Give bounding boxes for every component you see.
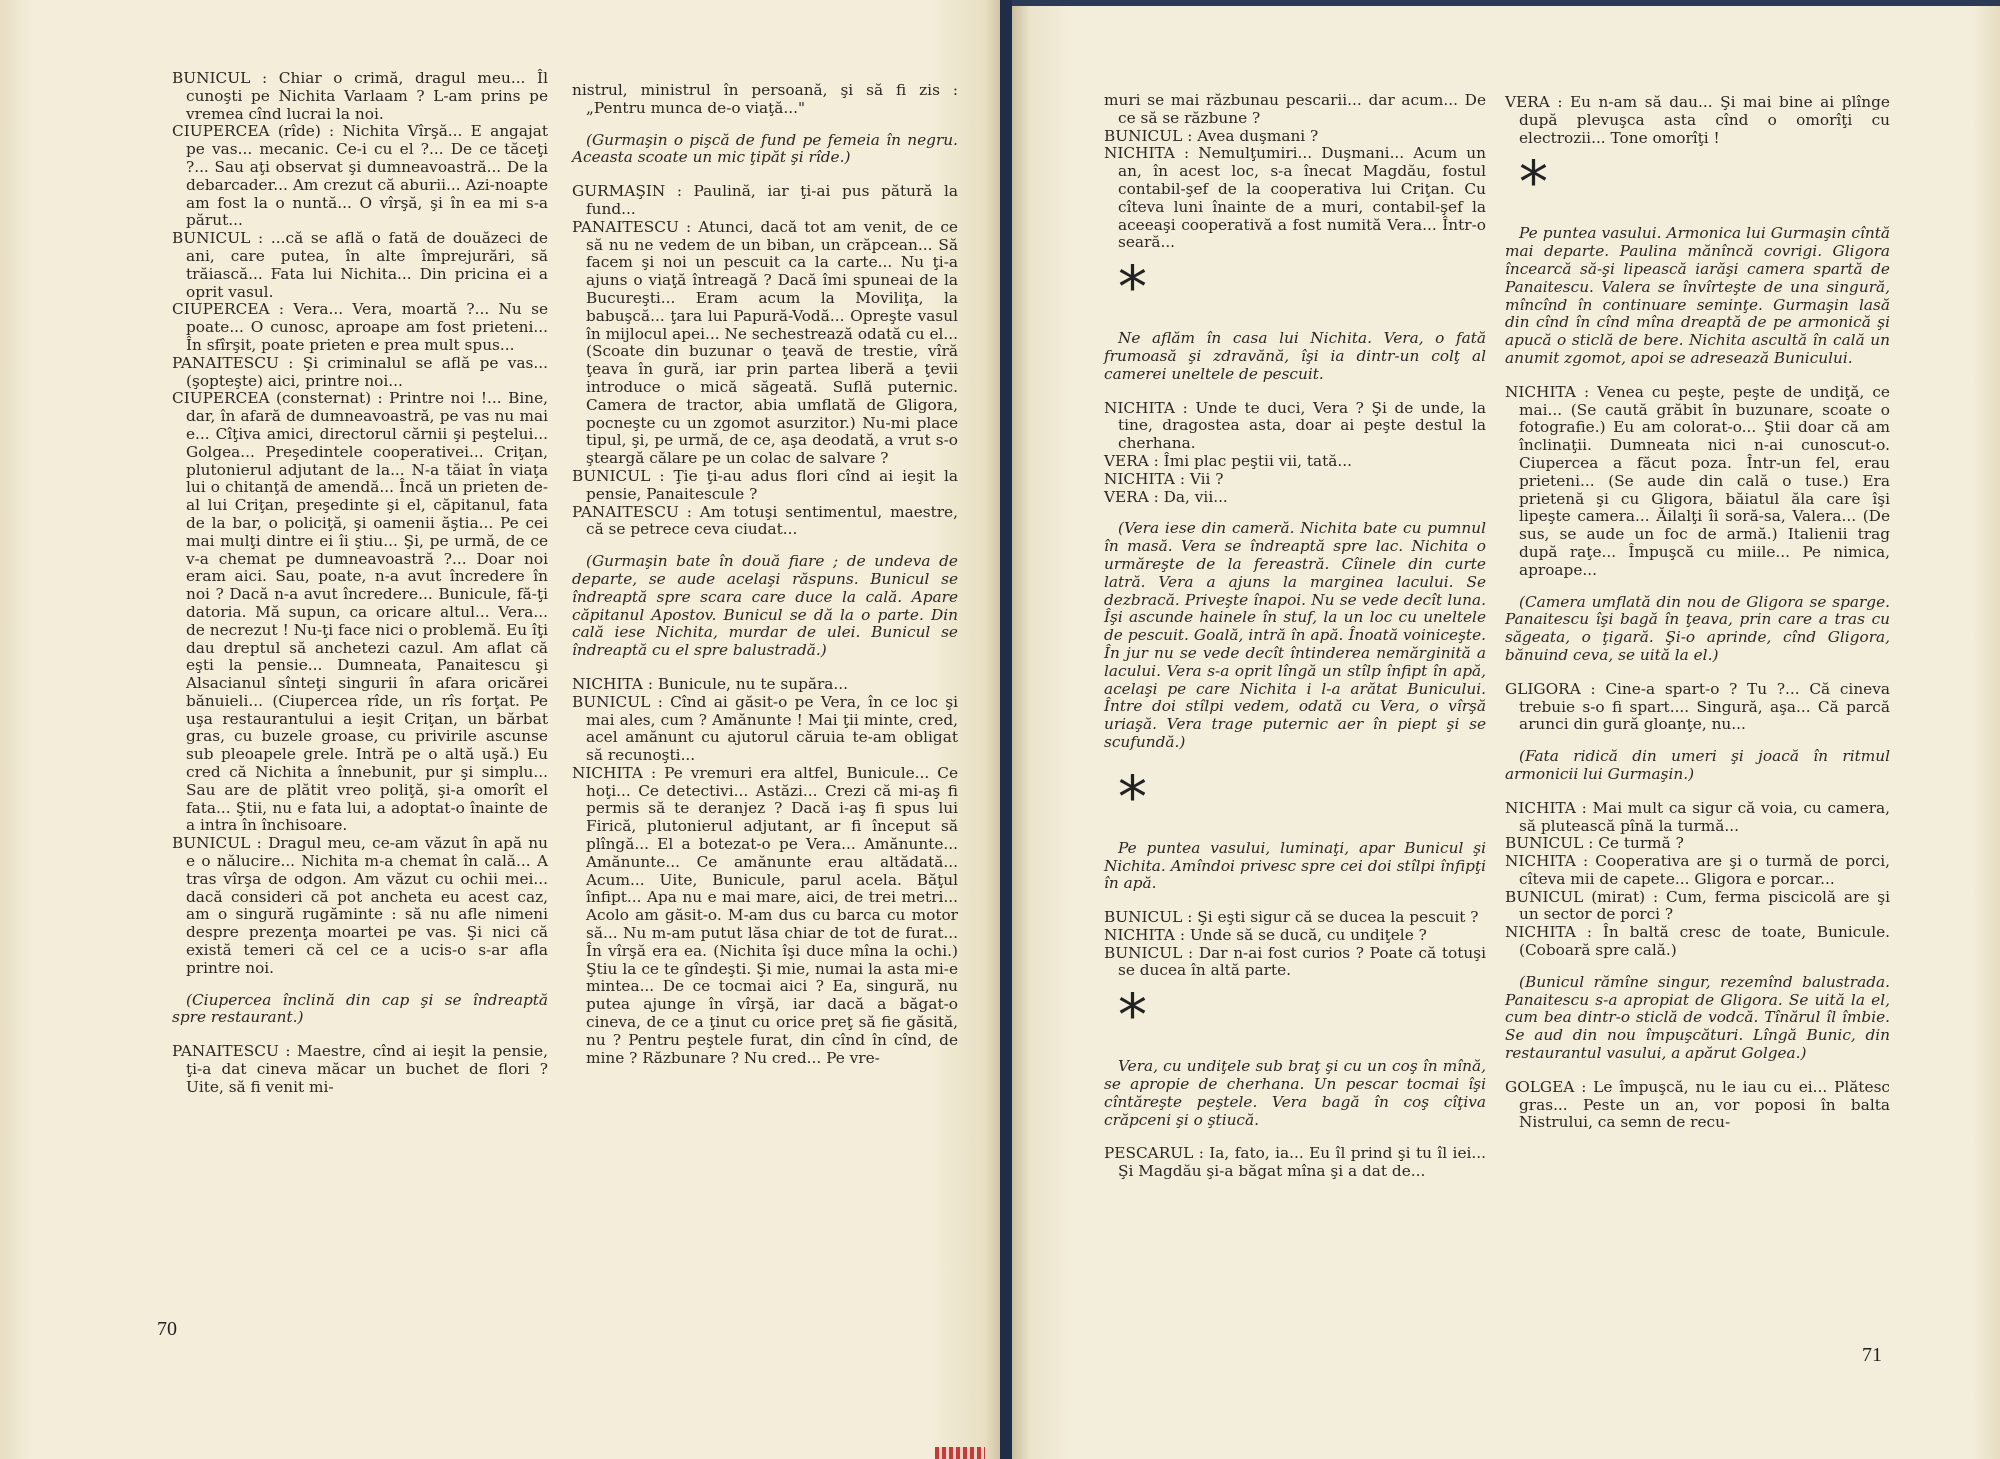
- dialogue-text: : Ce turmă ?: [1588, 834, 1684, 853]
- scene-break-asterisk: *: [1118, 253, 1147, 322]
- stage-direction: (Gurmaşin bate în două fiare ; de undeva de departe, se aude acelaşi răspuns. Bunicul se îndreaptă spre scara care duce la cală. Apare căpitanul Apostov. Bunicul se dă la o parte. Din cală iese Nichita, murdar de ulei. Bunicul se îndreaptă cu el spre balustradă.): [572, 552, 958, 660]
- speaker-name: BUNICUL: [1505, 887, 1584, 906]
- speaker-name: NICHITA: [1505, 798, 1576, 817]
- dialogue-line: [1505, 835, 1890, 853]
- left-page-column-2: [572, 82, 958, 1067]
- dialogue-text: : Atunci, dacă tot am venit, de ce să nu ne vedem de un biban, un crăpcean... Să facem şi noi un pescuit ca la carte... Nu ţi-a ajuns o viaţă întreagă ? Dacă îmi spuneai de la Bucureşti... Eram acum la Moviliţa, la babuşcă... ţara lui Papură-Vodă... Opreşte vasul în mijlocul apei... Ne sechestrează odată cu el... (Scoate din buzunar o ţeavă de trestie, vîră ţeava în gură, iar prin partea liberă a ţevii introduce o mică săgeată. Suflă puternic. Camera de tractor, abia umflată de Gligora, pocneşte cu un zgomot asurzitor.) Nu-mi place tipul, şi, pe urmă, de ce, aşa deodată, a vrut s-o şteargă călare pe un colac de salvare ?: [586, 217, 958, 468]
- dialogue-text: : Am totuşi sentimentul, maestre, că se petrece ceva ciudat...: [586, 502, 958, 539]
- dialogue-line: [572, 219, 958, 468]
- dialogue-text: : Dar n-ai fost curios ? Poate că totuşi se ducea în altă parte.: [1118, 943, 1486, 980]
- right-page-column-2: [1505, 94, 1890, 1132]
- dialogue-line: [172, 390, 548, 835]
- binding-tag: [935, 1447, 985, 1459]
- dialogue-line: [1104, 927, 1486, 945]
- speaker-name: CIUPERCEA: [172, 300, 270, 319]
- speaker-name: BUNICUL: [572, 466, 651, 485]
- speaker-name: GURMAŞIN: [572, 182, 666, 201]
- dialogue-line: [172, 230, 548, 301]
- dialogue-text: : Eu n-am să dau... Şi mai bine ai plînge după plevuşca asta cînd o omorîţi cu electrozii... Tone omorîţi !: [1519, 93, 1890, 147]
- dialogue-line: [1104, 471, 1486, 489]
- speaker-name: BUNICUL: [172, 69, 251, 87]
- speaker-name: NICHITA: [1505, 923, 1576, 942]
- dialogue-text: : Şi eşti sigur că se ducea la pescuit ?: [1187, 908, 1479, 927]
- dialogue-text: : Cine-a spart-o ? Tu ?... Că cineva trebuie s-o fi spart.... Singură, aşa... Că parcă arunci din gură gloanţe, nu...: [1519, 679, 1890, 734]
- speaker-name: BUNICUL: [1104, 126, 1183, 145]
- dialogue-text: (consternat) : Printre noi !... Bine, dar, în afară de dumneavoastră, pe vas nu mai e... Cîţiva amici, directorul cărnii şi peştelui... Golgea... Preşedintele cooperativei... Criţan, plutonierul adjutant de la... N-a tăiat în viaţa lui o chitanţă de amendă... Încă un prieten de-al lui Criţan, preşedinte şi el, căpitanul, fata de la bar, o policiţă, şi oamenii ăştia... Pe cei mai mulţi dintre ei îi ştiu... Şi, pe urmă, de ce v-a chemat pe dumneavoastră ?... Doar noi eram aici. Sau, poate, n-a avut încredere în noi ? Dacă n-a avut încredere... Bunicule, fă-ţi datoria. Mă supun, ca oricare altul... Vera... de necrezut ! Nu-ţi face nici o problemă. Eu îţi dau dreptul să anchetezi cazul. Am aflat că eşti la pensie... Dumneata, Panaitescu şi Alsacianul sînteţi singurii în afara oricărei bănuieli... (Ciupercea rîde, un rîs forţat. Pe uşa restaurantului a ieşit Criţan, un bărbat gras, cu buzele groase, cu privirile ascunse sub pleoapele grele. Intră pe o altă uşă.) Eu cred că Nichita a înnebunit, pur şi simplu... Sau are de plătit vreo poliţă, şi-a omorît el fata... Ştii, nu e fata lui, a adoptat-o înainte de a intra în închisoare.: [186, 389, 548, 835]
- scene-break-asterisk: *: [1118, 981, 1147, 1050]
- speaker-name: NICHITA: [1104, 398, 1175, 417]
- dialogue-text: : În baltă cresc de toate, Bunicule. (Coboară spre cală.): [1519, 923, 1890, 960]
- stage-direction: (Fata ridică din umeri şi joacă în ritmul armonicii lui Gurmaşin.): [1505, 747, 1890, 783]
- dialogue-text: nistrul, ministrul în persoană, şi să fi zis : „Pentru munca de-o viaţă...": [572, 81, 958, 117]
- dialogue-line: [1104, 92, 1486, 128]
- dialogue-text: : Cooperativa are şi o turmă de porci, cîteva mii de capete... Gligora e porcar...: [1519, 852, 1890, 888]
- page-number: 70: [157, 1318, 177, 1340]
- speaker-name: NICHITA: [1505, 852, 1576, 871]
- speaker-name: PANAITESCU: [572, 502, 679, 521]
- speaker-name: NICHITA: [1104, 925, 1175, 944]
- dialogue-line: [572, 82, 958, 118]
- speaker-name: GOLGEA: [1505, 1077, 1575, 1096]
- right-page: [1012, 6, 2000, 1459]
- speaker-name: VERA: [1104, 487, 1149, 506]
- speaker-name: CIUPERCEA: [172, 122, 270, 141]
- dialogue-text: : Îmi plac peştii vii, tată...: [1153, 451, 1352, 470]
- stage-direction: (Vera iese din cameră. Nichita bate cu pumnul în masă. Vera se îndreaptă spre lac. Nichita o urmăreşte de la fereastră. Cîinele din curte latră. Vera a ajuns la marginea lacului. Se dezbracă. Priveşte înapoi. Nu se vede decît luna. Îşi ascunde hainele în stuf, la un loc cu uneltele de pescuit. Goală, intră în apă. Înoată voiniceşte. În jur nu se vede decît întinderea nemărginită a lacului. Vera s-a oprit lîngă un stîlp înfipt în apă, acelaşi pe care Nichita i l-a arătat Bunicului. Între doi stîlpi vedem, odată cu Vera, o vîrşă uriaşă. Vera trage puternic aer în piept şi se scufundă.): [1104, 519, 1486, 751]
- speaker-name: NICHITA: [1104, 469, 1175, 488]
- dialogue-text: : Avea duşmani ?: [1187, 126, 1319, 145]
- dialogue-text: : Le împuşcă, nu le iau cu ei... Plătesc gras... Peste un an, vor poposi în balta Nistrului, ca semn de recu-: [1519, 1077, 1890, 1132]
- dialogue-text: : Ia, fato, ia... Eu îl prind şi tu îl iei... Şi Magdău şi-a băgat mîna şi a dat de...: [1118, 1144, 1486, 1181]
- speaker-name: CIUPERCEA: [172, 389, 270, 408]
- stage-direction: (Ciupercea înclină din cap şi se îndreaptă spre restaurant.): [172, 990, 548, 1027]
- dialogue-line: [1104, 909, 1486, 927]
- dialogue-line: [572, 468, 958, 504]
- speaker-name: NICHITA: [1104, 144, 1175, 163]
- dialogue-line: [1104, 128, 1486, 146]
- dialogue-text: : Bunicule, nu te supăra...: [647, 674, 849, 693]
- speaker-name: PANAITESCU: [572, 217, 679, 236]
- speaker-name: PANAITESCU: [172, 1042, 279, 1061]
- dialogue-line: [1104, 945, 1486, 981]
- dialogue-line: [1505, 853, 1890, 889]
- dialogue-line: [572, 504, 958, 540]
- speaker-name: GLIGORA: [1505, 679, 1581, 698]
- speaker-name: NICHITA: [572, 674, 643, 693]
- speaker-name: BUNICUL: [172, 229, 251, 248]
- speaker-name: BUNICUL: [1104, 943, 1183, 962]
- dialogue-text: : Şi criminalul se află pe vas... (şopteşte) aici, printre noi...: [186, 353, 548, 390]
- dialogue-line: [1505, 800, 1890, 836]
- dialogue-text: : Da, vii...: [1153, 487, 1228, 506]
- stage-direction: Ne aflăm în casa lui Nichita. Vera, o fată frumoasă şi zdravănă, îşi ia dintr-un colţ al camerei uneltele de pescuit.: [1104, 329, 1486, 383]
- dialogue-line: [172, 355, 548, 391]
- dialogue-text: : Pe vremuri era altfel, Bunicule... Ce hoţi... Ce detectivi... Astăzi... Crezi că mi-aş fi permis să te deranjez ? Dacă i-aş fi spus lui Firică, plutonierul adjutant, ar fi început să plîngă... El a botezat-o pe Vera... Amănunte... Amănunte... Ce amănunte erau altădată... Acum... Uite, Bunicule, parul acela. Băţul înfipt... Apa nu e mai mare, aici, de trei metri... Acolo am găsit-o. M-am dus cu barca cu motor să... Nu m-am putut lăsa chiar de tot de furat... În vîrşă era ea. (Nichita îşi duce mîna la ochi.) Ştiu la ce te gîndeşti. Şi mie, numai la asta mi-e mintea... De ce tocmai aici ? Ea, singură, nu putea ajunge în vîrşă, iar dacă a băgat-o cineva, de ce a ţinut cu orice preţ să fie găsită, nu ? Pentru peştele furat, din cînd în cînd, de mine ? Răzbunare ? Nu cred... Pe vre-: [586, 763, 958, 1067]
- scene-break-asterisk: *: [1519, 148, 1548, 217]
- dialogue-line: [1505, 1079, 1890, 1132]
- dialogue-text: : Vii ?: [1179, 469, 1224, 488]
- dialogue-line: [572, 183, 958, 219]
- speaker-name: BUNICUL: [1104, 908, 1183, 927]
- page-number: 71: [1862, 1344, 1882, 1366]
- stage-direction: (Gurmaşin o pişcă de fund pe femeia în negru. Aceasta scoate un mic ţipăt şi rîde.): [572, 130, 958, 167]
- dialogue-line: [1104, 400, 1486, 453]
- speaker-name: PANAITESCU: [172, 353, 279, 372]
- dialogue-text: : Cînd ai găsit-o pe Vera, în ce loc şi mai ales, cum ? Amănunte ! Mai ţii minte, cred, acel amănunt cu ajutorul căruia te-am obligat să recunoşti...: [586, 692, 958, 765]
- speaker-name: VERA: [1104, 451, 1149, 470]
- dialogue-text: : Ţie ţi-au adus flori cînd ai ieşit la pensie, Panaitescule ?: [586, 466, 958, 503]
- dialogue-text: (mirat) : Cum, ferma piscicolă are şi un sector de porci ?: [1519, 887, 1890, 924]
- dialogue-text: : Unde să se ducă, cu undiţele ?: [1179, 925, 1427, 944]
- dialogue-text: : Paulină, iar ţi-ai pus pătură la fund...: [586, 182, 958, 218]
- dialogue-line: [172, 1043, 548, 1096]
- speaker-name: VERA: [1505, 93, 1550, 111]
- speaker-name: BUNICUL: [172, 834, 251, 853]
- dialogue-text: : Dragul meu, ce-am văzut în apă nu e o nălucire... Nichita m-a chemat în cală... A tras vîrşa de odgon. Am văzut cu ochii mei... dacă consideri că pot ancheta eu acest caz, am o singură rugăminte : să nu afle nimeni despre prezenţa moartei pe vas. Şi nici că există temeri că cel ce a ucis-o s-ar afla printre noi.: [186, 834, 548, 977]
- dialogue-text: : Mai mult ca sigur că voia, cu camera, să plutească pînă la turmă...: [1519, 798, 1890, 835]
- stage-direction: (Camera umflată din nou de Gligora se sparge. Panaitescu îşi bagă în ţeava, prin care a tras cu săgeata, o ţigară. Şi-o aprinde, cînd Gligora, bănuind ceva, se uită la el.): [1505, 592, 1890, 664]
- stage-direction: Vera, cu undiţele sub braţ şi cu un coş în mînă, se apropie de cherhana. Un pescar tocmai îşi cîntăreşte peştele. Vera bagă în coş cîţiva crăpceni şi o ştiucă.: [1104, 1057, 1486, 1129]
- dialogue-line: [172, 835, 548, 977]
- speaker-name: NICHITA: [1505, 382, 1576, 401]
- dialogue-line: [1104, 453, 1486, 471]
- left-page-column-1: [172, 70, 548, 1097]
- speaker-name: BUNICUL: [572, 692, 651, 711]
- stage-direction: Pe puntea vasului, luminaţi, apar Bunicul şi Nichita. Amîndoi privesc spre cei doi stîlpi înfipţi în apă.: [1104, 838, 1486, 893]
- speaker-name: NICHITA: [572, 763, 643, 782]
- dialogue-text: (rîde) : Nichita Vîrşă... E angajat pe vas... mecanic. Ce-i cu el ?... De ce tăceţi ?... Sau aţi observat şi dumneavoastră... De la debarcader... Am crezut că aburii... Azi-noapte am fost la o nuntă... O vîrşă, şi în ea mi s-a părut...: [186, 122, 548, 230]
- stage-direction: (Bunicul rămîne singur, rezemînd balustrada. Panaitescu s-a apropiat de Gligora. Se uită la el, cum bea dintr-o sticlă de vodcă. Tînărul îl îmbie. Se aud din nou împuşcături. Lîngă Bunic, din restaurantul vasului, a apărut Golgea.): [1505, 972, 1890, 1063]
- dialogue-line: [1505, 384, 1890, 580]
- book-spine: [1000, 0, 1012, 1459]
- dialogue-line: [172, 70, 548, 123]
- dialogue-line: [1505, 94, 1890, 147]
- dialogue-line: [1505, 924, 1890, 960]
- dialogue-line: [1505, 889, 1890, 925]
- dialogue-text: : Unde te duci, Vera ? Şi de unde, la tine, dragostea asta, doar ai peşte destul la cherhana.: [1118, 398, 1486, 453]
- dialogue-line: [172, 301, 548, 354]
- dialogue-text: : ...că se află o fată de douăzeci de ani, care putea, în alte împrejurări, să trăiască... Fata lui Nichita... Din pricina ei a oprit vasul.: [186, 229, 548, 301]
- dialogue-line: [172, 123, 548, 230]
- dialogue-line: [1104, 1145, 1486, 1181]
- dialogue-line: [1104, 489, 1486, 507]
- dialogue-text: : Chiar o crimă, dragul meu... Îl cunoşti pe Nichita Varlaam ? L-am prins pe vremea cînd lucrai la noi.: [186, 69, 548, 123]
- scene-break-asterisk: *: [1118, 762, 1147, 831]
- speaker-name: BUNICUL: [1505, 834, 1584, 853]
- dialogue-line: [1104, 145, 1486, 252]
- dialogue-text: : Maestre, cînd ai ieşit la pensie, ţi-a dat cineva măcar un buchet de flori ? Uite, să fi venit mi-: [186, 1042, 548, 1096]
- dialogue-text: : Nemulţumiri... Duşmani... Acum un an, în acest loc, s-a înecat Magdău, fostul contabil-şef de la cooperativa lui Criţan. Cu cîteva luni înainte de a muri, contabil-şef la aceeaşi cooperativă a fost numită Vera... Într-o seară...: [1118, 144, 1486, 252]
- dialogue-line: [572, 676, 958, 694]
- speaker-name: PESCARUL: [1104, 1144, 1194, 1163]
- dialogue-text: muri se mai răzbunau pescarii... dar acum... De ce să se răzbune ?: [1104, 91, 1486, 127]
- dialogue-line: [572, 694, 958, 765]
- dialogue-line: [572, 765, 958, 1068]
- dialogue-text: : Vera... Vera, moartă ?... Nu se poate... O cunosc, aproape am fost prieteni... În sfîrşit, poate prieten e prea mult spus...: [186, 300, 548, 354]
- dialogue-line: [1505, 681, 1890, 734]
- dialogue-text: : Venea cu peşte, peşte de undiţă, ce mai... (Se caută grăbit în buzunare, scoate o fotografie.) Eu am colorat-o... Ştii doar că am înclinaţii. Dumneata nici n-ai cunoscut-o. Ciupercea a făcut poza. Într-un fel, erau prieteni... (Se aude din cală o tuse.) Era prietenă şi cu Gligora, băiatul ăla care îşi lipeşte camera... Ăilalţi îi soră-sa, Valera... (De sus, se aude un foc de armă.) Italienii trag după raţe... Împuşcă cu miile... Pe nimica, aproape...: [1519, 382, 1890, 579]
- right-page-column-1: [1104, 92, 1486, 1181]
- stage-direction: Pe puntea vasului. Armonica lui Gurmaşin cîntă mai departe. Paulina mănîncă covrigi. Gligora încearcă să-şi lipească iarăşi camera spartă de Panaitescu. Valera se învîrteşte de una singură, mîncînd în continuare seminţe. Gurmaşin lasă din cînd în cînd mîna dreaptă de pe armonică şi apucă o sticlă de bere. Nichita ascultă în cală un anumit zgomot, apoi se adresează Bunicului.: [1505, 224, 1890, 367]
